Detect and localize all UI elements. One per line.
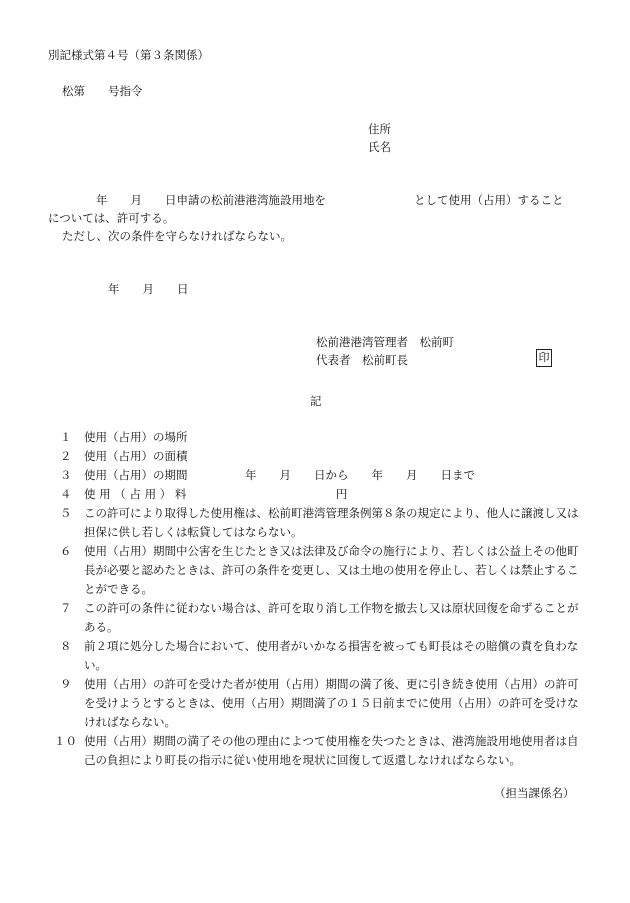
form-reference: 別記様式第４号（第３条関係） (48, 48, 209, 62)
ki-heading: 記 (310, 394, 322, 408)
issuer-authority: 松前港港湾管理者 松前町 (316, 335, 454, 349)
list-item (60, 675, 580, 732)
permission-text: については、許可する。 (48, 211, 175, 225)
seal-stamp: 印 (536, 349, 552, 367)
department-footer: （担当課係名） (494, 786, 575, 800)
item-number: １０ (54, 734, 77, 748)
application-text-1: 年 月 日申請の松前港港湾施設用地を (96, 193, 326, 207)
item-text: 使用（占用）期間中公害を生じたとき又は法律及び命令の施行により、若しくは公益上その他町長が必要と認めたときは、許可の条件を変更し、又は土地の使用を停止し、若しくは禁止することができる。 (84, 544, 579, 596)
address-label: 住所 (368, 122, 391, 136)
list-item (60, 542, 580, 599)
list-item (60, 637, 580, 675)
item-text: 使用（占用）の期間 年 月 日から 年 月 日まで (84, 468, 475, 482)
item-number: ５ (60, 506, 72, 520)
item-text: 使用（占用）期間の満了その他の理由によつて使用権を失つたときは、港湾施設用地使用者は自己の負担により町長の指示に従い使用地を現状に回復して返還しなければならない。 (84, 734, 579, 767)
item-number: ８ (60, 639, 72, 653)
item-number: ９ (60, 677, 72, 691)
conditions-list (54, 428, 580, 770)
item-number: ６ (60, 544, 72, 558)
list-item (60, 428, 580, 447)
issue-date: 年 月 日 (108, 282, 189, 296)
item-text: この許可により取得した使用権は、松前町港湾管理条例第８条の規定により、他人に譲渡し又は担保に供し若しくは転貸してはならない。 (84, 506, 579, 539)
item-text: 使 用 （ 占 用 ） 料 円 (84, 487, 348, 501)
item-number: １ (60, 430, 72, 444)
item-text: この許可の条件に従わない場合は、許可を取り消し工作物を撤去し又は原状回復を命ずることがある。 (84, 601, 579, 634)
list-item (60, 466, 580, 485)
item-text: 前２項に処分した場合において、使用者がいかなる損害を被っても町長はその賠償の責を負わない。 (84, 639, 579, 672)
list-item (60, 504, 580, 542)
item-number: ４ (60, 487, 72, 501)
permit-number: 松第 号指令 (62, 84, 143, 98)
list-item (54, 732, 580, 770)
item-text: 使用（占用）の場所 (84, 430, 188, 444)
issuer-representative: 代表者 松前町長 (316, 353, 408, 367)
name-label: 氏名 (368, 140, 391, 154)
item-number: ２ (60, 449, 72, 463)
list-item (60, 599, 580, 637)
list-item (60, 485, 580, 504)
item-number: ３ (60, 468, 72, 482)
item-text: 使用（占用）の許可を受けた者が使用（占用）期間の満了後、更に引き続き使用（占用）の許可を受けようとするときは、使用（占用）期間満了の１５日前までに使用（占用）の許可を受けなければならない。 (84, 677, 579, 729)
list-item (60, 447, 580, 466)
item-number: ７ (60, 601, 72, 615)
conditions-intro: ただし、次の条件を守らなければならない。 (62, 229, 292, 243)
application-text-2: として使用（占用）すること (414, 193, 564, 207)
item-text: 使用（占用）の面積 (84, 449, 188, 463)
